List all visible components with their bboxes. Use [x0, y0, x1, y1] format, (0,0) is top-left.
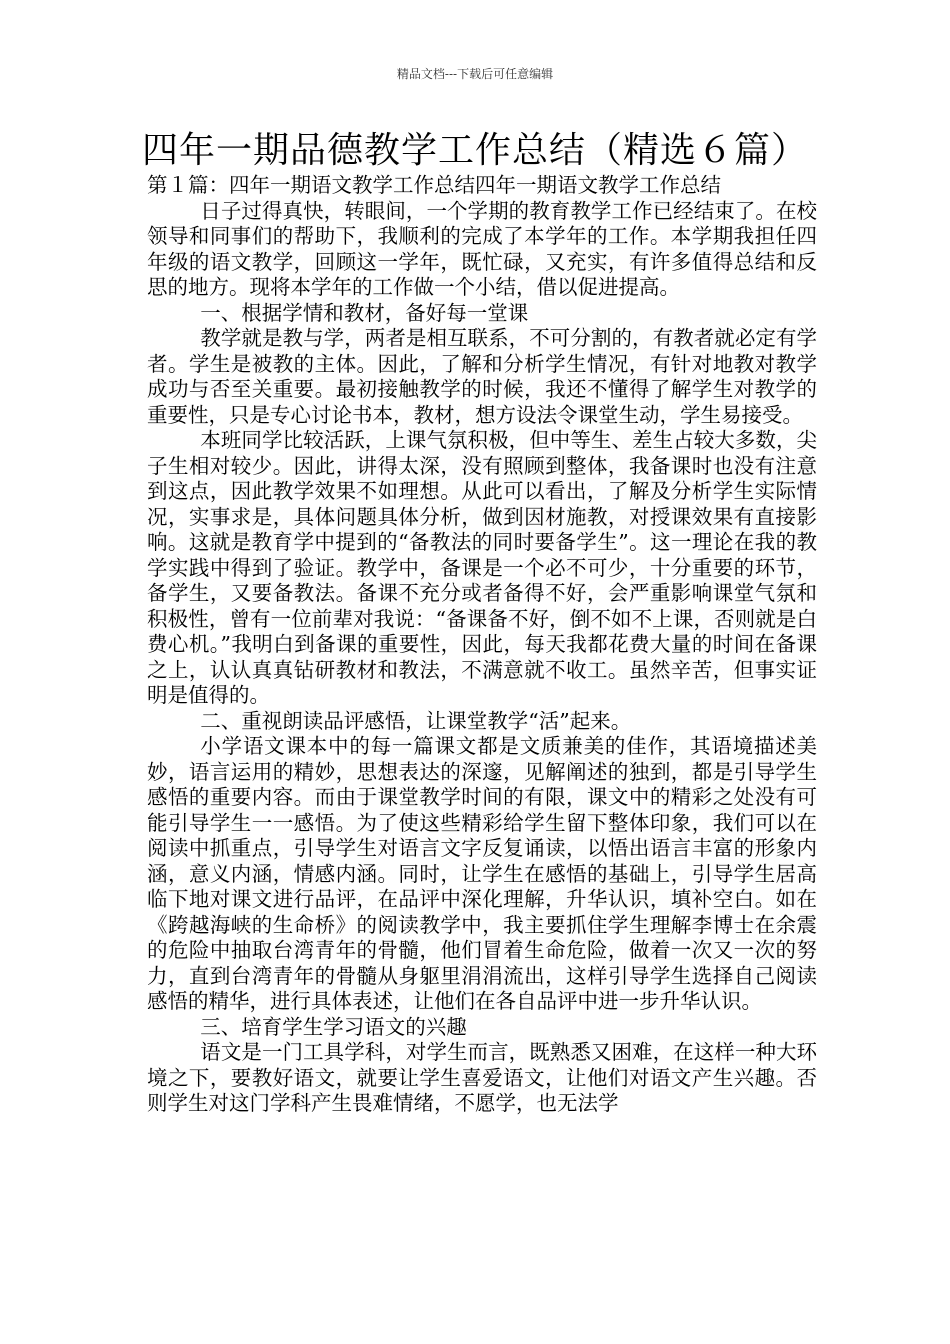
document-title: 四年一期品德教学工作总结（精选６篇） [141, 130, 808, 171]
document-body [147, 173, 817, 1117]
paragraph-interest: 语文是一门工具学科，对学生而言，既熟悉又困难，在这样一种大环境之下，要教好语文，就要让学生喜爱语文，让他们对语文产生兴趣。否则学生对这门学科产生畏难情绪，不愿学，也无法学 [147, 1040, 817, 1115]
section-heading-2: 二、重视朗读品评感悟，让课堂教学“活”起来。 [200, 708, 632, 733]
section-heading-3: 三、培育学生学习语文的兴趣 [200, 1014, 467, 1039]
article-title: 第１篇：四年一期语文教学工作总结四年一期语文教学工作总结 [147, 173, 721, 197]
paragraph-teaching: 教学就是教与学，两者是相互联系，不可分割的，有教者就必定有学者。学生是被教的主体。因此，了解和分析学生情况，有针对地教对教学成功与否至关重要。最初接触教学的时候，我还不懂得了解学生对教学的重要性，只是专心讨论书本，教材，想方设法令课堂生动，学生易接受。 [147, 326, 817, 427]
section-heading-1: 一、根据学情和教材，备好每一堂课 [200, 300, 529, 325]
paragraph-intro: 日子过得真快，转眼间，一个学期的教育教学工作已经结束了。在校领导和同事们的帮助下，我顺利的完成了本学年的工作。本学期我担任四年级的语文教学，回顾这一学年，既忙碌，又充实，有许多值得总结和反思的地方。现将本学年的工作做一个小结，借以促进提高。 [147, 198, 817, 299]
header-note: 精品文档---下载后可任意编辑 [396, 67, 554, 81]
paragraph-class: 本班同学比较活跃，上课气氛积极，但中等生、差生占较大多数，尖子生相对较少。因此，讲得太深，没有照顾到整体，我备课时也没有注意到这点，因此教学效果不如理想。从此可以看出，了解及分析学生实际情况，实事求是，具体问题具体分析，做到因材施教，对授课效果有直接影响。这就是教育学中提到的“备教法的同时要备学生”。这一理论在我的教学实践中得到了验证。教学中，备课是一个必不可少，十分重要的环节，备学生，又要备教法。备课不充分或者备得不好，会严重影响课堂气氛和积极性，曾有一位前辈对我说：“备课备不好，倒不如不上课，否则就是白费心机。”我明白到备课的重要性，因此，每天我都花费大量的时间在备课之上，认认真真钻研教材和教法，不满意就不收工。虽然辛苦，但事实证明是值得的。 [147, 428, 817, 707]
paragraph-reading: 小学语文课本中的每一篇课文都是文质兼美的佳作，其语境描述美妙，语言运用的精妙，思想表达的深邃，见解阐述的独到，都是引导学生感悟的重要内容。而由于课堂教学时间的有限，课文中的精彩之处没有可能引导学生一一感悟。为了使这些精彩给学生留下整体印象，我们可以在阅读中抓重点，引导学生对语言文字反复诵读，以悟出语言丰富的形象内涵，意义内涵，情感内涵。同时，让学生在感悟的基础上，引导学生居高临下地对课文进行品评，在品评中深化理解，升华认识，填补空白。如在《跨越海峡的生命桥》的阅读教学中，我主要抓住学生理解李博士在余震的危险中抽取台湾青年的骨髓，他们冒着生命危险，做着一次又一次的努力，直到台湾青年的骨髓从身躯里涓涓流出，这样引导学生选择自己阅读感悟的精华，进行具体表述，让他们在各自品评中进一步升华认识。 [147, 734, 817, 1013]
